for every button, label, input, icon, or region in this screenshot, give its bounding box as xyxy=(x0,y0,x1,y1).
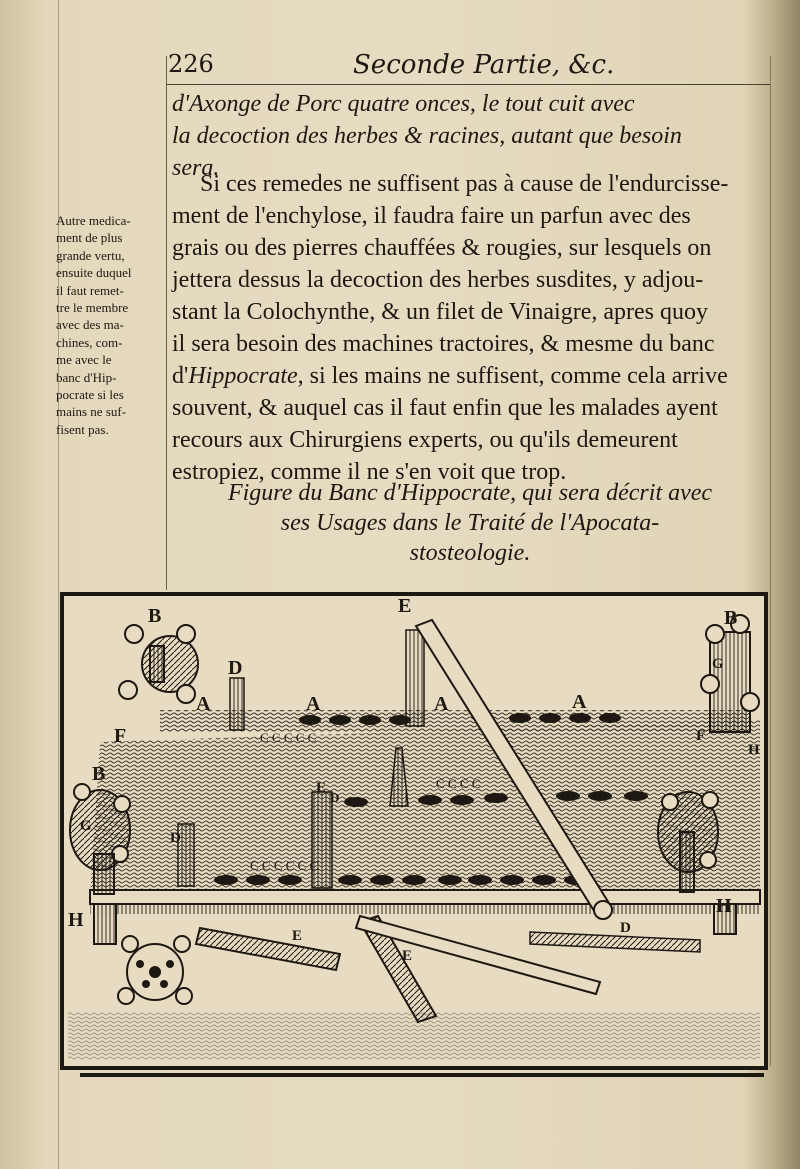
margin-note-line: avec des ma- xyxy=(56,317,124,333)
text-line: la decoction des herbes & racines, autant que besoin xyxy=(172,123,682,149)
hippocratic-bench-woodcut xyxy=(60,592,768,1070)
margin-note-line: chines, com- xyxy=(56,334,123,350)
bench-front-edge xyxy=(90,890,760,904)
text-line: jettera dessus la decoction des herbes susdites, y adjou- xyxy=(172,267,704,293)
winch-top-right xyxy=(701,615,759,732)
page-number: 226 xyxy=(168,50,214,78)
margin-note-line: pocrate si les xyxy=(56,387,124,403)
bottom-rule xyxy=(80,1073,764,1077)
margin-note-line: ment de plus xyxy=(56,230,123,246)
text-line: grais ou des pierres chauffées & rougies, sur lesquels on xyxy=(172,235,712,261)
text-line: estropiez, comme il ne s'en voit que trop. xyxy=(172,459,567,485)
text-line: recours aux Chirurgiens experts, ou qu'ils demeurent xyxy=(172,427,678,453)
post-e-top xyxy=(406,630,424,726)
text-rest: , si les mains ne suffisent, comme cela arrive xyxy=(297,363,728,389)
label-b: B xyxy=(92,763,106,785)
margin-note-line: mains ne suf- xyxy=(56,404,127,420)
text-line: souvent, & auquel cas il faut enfin que les malades ayent xyxy=(172,395,718,421)
label-e: E xyxy=(316,780,327,796)
bench-rail xyxy=(90,904,760,914)
label-d: D xyxy=(170,830,181,846)
label-c-row: C C C C C C xyxy=(250,858,319,873)
header-rule xyxy=(166,84,770,85)
floor-shading xyxy=(68,1012,760,1060)
label-b: B xyxy=(148,605,162,627)
text-line: d'Axonge de Porc quatre onces, le tout cuit avec xyxy=(172,91,635,117)
text-line: ment de l'enchylose, il faudra faire un parfun avec des xyxy=(172,203,691,229)
text-line-hippocrate xyxy=(172,360,768,392)
label-h: H xyxy=(68,909,84,931)
bench-leg-left xyxy=(94,904,116,944)
label-a: A xyxy=(572,691,587,713)
label-b: B xyxy=(724,607,738,629)
running-head: Seconde Partie, &c. xyxy=(353,50,615,80)
page-header xyxy=(168,50,768,82)
label-d: D xyxy=(620,920,631,936)
label-a: A xyxy=(434,693,449,715)
caption-line: stosteologie. xyxy=(409,540,531,566)
margin-note-line: Autre medica- xyxy=(56,213,131,228)
label-c-row: C C C C xyxy=(436,776,481,791)
margin-note-line: fisent pas. xyxy=(56,421,109,437)
margin-rule-right xyxy=(770,56,771,1066)
text-line: il sera besoin des machines tractoires, & mesme du banc xyxy=(172,331,715,357)
loose-wheel xyxy=(118,936,192,1004)
margin-note-line: me avec le xyxy=(56,352,112,368)
figure-caption xyxy=(172,478,768,568)
text-prefix: d' xyxy=(172,363,189,389)
label-g: G xyxy=(712,656,724,672)
label-h: H xyxy=(716,895,732,917)
margin-note-line: ensuite duquel xyxy=(56,265,132,281)
label-c-row: C C C C C xyxy=(260,730,317,745)
text-line: sera. xyxy=(172,155,220,181)
margin-note-line: tre le membre xyxy=(56,300,129,316)
caption-line: ses Usages dans le Traité de l'Apocata- xyxy=(280,510,660,536)
label-f: F xyxy=(114,725,127,747)
label-g: G xyxy=(80,818,92,834)
label-e: E xyxy=(398,595,412,617)
caption-line: Figure du Banc d'Hippocrate, qui sera décrit avec xyxy=(227,480,713,506)
label-a: A xyxy=(306,693,321,715)
label-d: D xyxy=(330,790,340,805)
text-line: stant la Colochynthe, & un filet de Vinaigre, apres quoy xyxy=(172,299,708,325)
label-e: E xyxy=(292,928,303,944)
hippocrate-name: Hippocrate xyxy=(188,363,298,389)
main-paragraph xyxy=(172,168,768,488)
margin-note-line: il faut remet- xyxy=(56,282,124,298)
column-rule xyxy=(166,56,167,590)
label-a: A xyxy=(196,693,211,715)
margin-note-line: grande vertu, xyxy=(56,247,125,263)
margin-rule-left xyxy=(58,0,59,1169)
lever-end xyxy=(594,901,612,919)
post-d-top xyxy=(230,678,244,730)
margin-note-line: banc d'Hip- xyxy=(56,369,117,385)
label-f: F xyxy=(696,728,706,744)
label-h: H xyxy=(748,742,760,758)
label-e: E xyxy=(402,948,413,964)
post-e-mid xyxy=(312,792,332,888)
margin-note xyxy=(56,212,164,438)
text-line: Si ces remedes ne suffisent pas à cause de l'endurcisse- xyxy=(200,171,729,197)
label-d: D xyxy=(228,657,243,679)
